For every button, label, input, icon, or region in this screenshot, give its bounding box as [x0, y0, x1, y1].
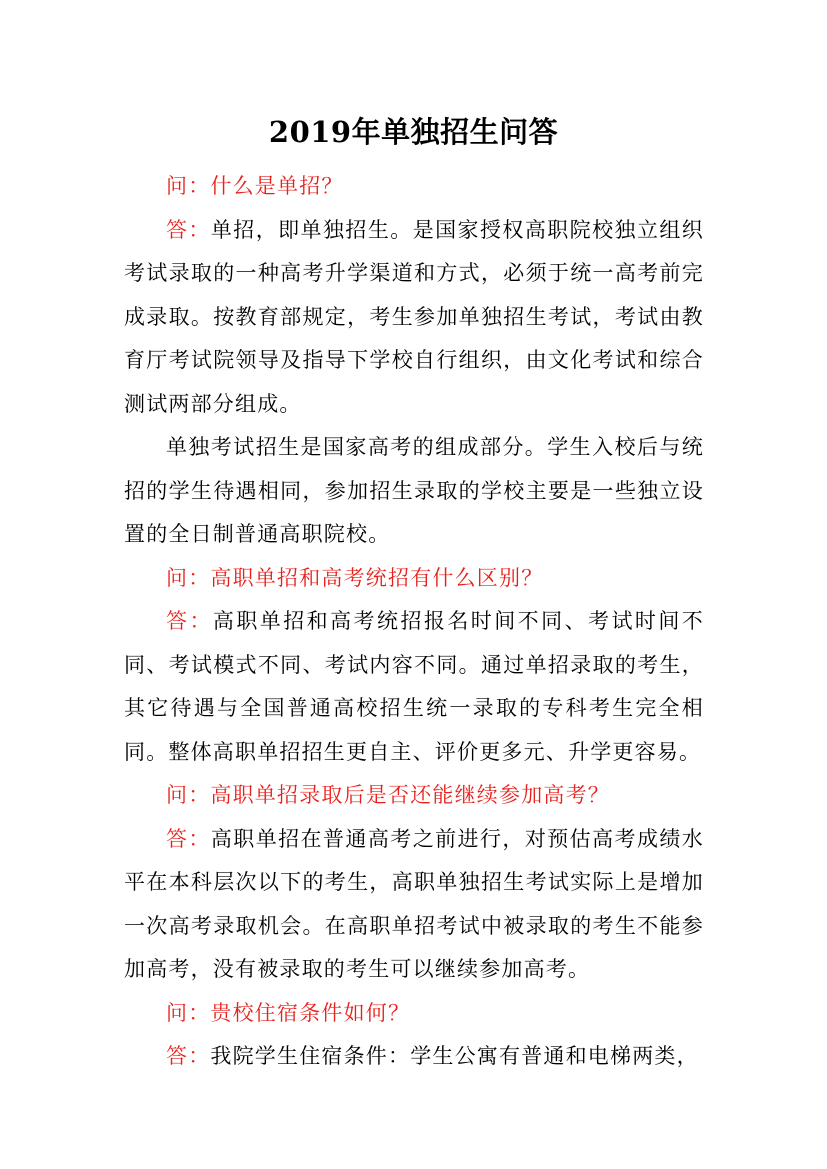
question-1: 问：什么是单招？ [166, 174, 344, 198]
answer-3 [124, 818, 704, 992]
question-3: 问：高职单招录取后是否还能继续参加高考？ [166, 783, 610, 807]
answer-text: 高职单招和高考统招报名时间不同、考试时间不同、考试模式不同、考试内容不同。通过单招录取的考生，其它待遇与全国普通高校招生统一录取的专科考生完全相同。整体高职单招招生更自主、评价更多元、升学更容易。 [124, 609, 704, 764]
answer-4 [124, 1035, 704, 1079]
answer-1 [124, 209, 704, 427]
answer-1-extra-paragraph: 单独考试招生是国家高考的组成部分。学生入校后与统招的学生待遇相同，参加招生录取的学校主要是一些独立设置的全日制普通高职院校。 [124, 435, 704, 546]
answer-label: 答： [166, 826, 211, 851]
answer-text: 高职单招在普通高考之前进行，对预估高考成绩水平在本科层次以下的考生，高职单独招生考试实际上是增加一次高考录取机会。在高职单招考试中被录取的考生不能参加高考，没有被录取的考生可以继续参加高考。 [124, 826, 704, 981]
page-title: 2019年单独招生问答 [268, 115, 559, 149]
answer-2 [124, 600, 704, 774]
answer-text: 单招，即单独招生。是国家授权高职院校独立组织考试录取的一种高考升学渠道和方式，必须于统一高考前完成录取。按教育部规定，考生参加单独招生考试，考试由教育厅考试院领导及指导下学校自行组织，由文化考试和综合测试两部分组成。 [124, 217, 704, 416]
answer-label: 答： [166, 609, 213, 633]
answer-label: 答： [166, 1044, 211, 1068]
answer-label: 答： [166, 217, 211, 242]
question-4: 问：贵校住宿条件如何？ [166, 1000, 411, 1025]
question-2: 问：高职单招和高考统招有什么区别？ [166, 565, 544, 590]
qa-body [124, 165, 704, 1079]
answer-text: 我院学生住宿条件：学生公寓有普通和电梯两类， [210, 1044, 699, 1068]
